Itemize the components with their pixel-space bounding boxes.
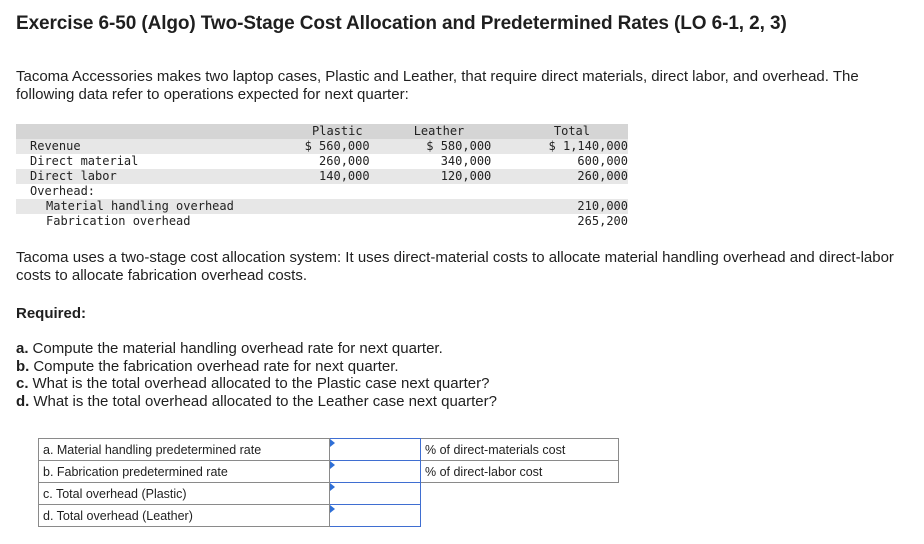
leather-value: 340,000 — [440, 154, 492, 168]
total-overhead-plastic-input[interactable] — [334, 484, 416, 504]
answer-row-c — [39, 483, 619, 505]
leather-value: 120,000 — [370, 169, 492, 184]
header-total: Total — [491, 124, 628, 139]
total-value: $ 1,140,000 — [491, 139, 628, 154]
intro-paragraph: Tacoma Accessories makes two laptop cases, Plastic and Leather, that require direct materials, direct labor, and overhead. The following data refer to operations expected for next quarter: — [16, 68, 859, 103]
data-table-header-row — [16, 124, 628, 139]
item-letter: a. — [16, 340, 29, 357]
plastic-value — [283, 184, 370, 199]
fabrication-rate-input[interactable] — [334, 462, 416, 482]
row-label: Direct material — [30, 154, 139, 168]
answer-unit-blank — [421, 483, 619, 505]
required-heading: Required: — [16, 305, 87, 322]
row-label: Revenue — [16, 139, 283, 154]
required-item-c — [16, 375, 497, 393]
answer-unit: % of direct-labor cost — [421, 461, 619, 483]
answer-label: a. Material handling predetermined rate — [39, 439, 330, 461]
row-label: Overhead: — [30, 184, 96, 198]
answer-row-b — [39, 461, 619, 483]
material-handling-rate-input[interactable] — [334, 440, 416, 460]
row-label: Direct labor — [16, 169, 283, 184]
plastic-value: 140,000 — [283, 169, 370, 184]
row-label: Fabrication overhead — [46, 214, 191, 228]
answer-cell[interactable] — [330, 483, 421, 505]
answer-cell[interactable] — [330, 505, 421, 527]
answer-cell[interactable] — [330, 439, 421, 461]
row-direct-labor — [16, 169, 628, 184]
leather-value — [370, 214, 492, 229]
item-letter: b. — [16, 357, 30, 375]
input-marker-icon — [330, 461, 335, 469]
answer-unit-blank — [421, 505, 619, 527]
total-value: 600,000 — [577, 154, 628, 168]
answer-label: c. Total overhead (Plastic) — [39, 483, 330, 505]
item-text: What is the total overhead allocated to the Plastic case next quarter? — [32, 375, 490, 392]
answer-row-a — [39, 439, 619, 461]
leather-value — [370, 184, 492, 199]
required-item-a — [16, 340, 497, 358]
total-value — [491, 184, 628, 199]
input-marker-icon — [330, 439, 335, 447]
total-value: 265,200 — [577, 214, 628, 228]
input-marker-icon — [330, 483, 335, 491]
row-direct-material — [16, 154, 628, 169]
plastic-value: $ 560,000 — [283, 139, 370, 154]
row-overhead — [16, 184, 628, 199]
plastic-value: 260,000 — [319, 154, 370, 168]
item-letter: c. — [16, 375, 29, 392]
leather-value: $ 580,000 — [370, 139, 492, 154]
row-label: Material handling overhead — [16, 199, 283, 214]
total-value: 260,000 — [491, 169, 628, 184]
header-plastic: Plastic — [283, 124, 370, 139]
answer-table — [38, 438, 619, 527]
item-text: Compute the fabrication overhead rate for next quarter. — [33, 357, 399, 375]
required-item-b — [16, 358, 497, 376]
header-blank — [16, 124, 283, 139]
answer-unit: % of direct-materials cost — [421, 439, 619, 461]
allocation-description: Tacoma uses a two-stage cost allocation system: It uses direct-material costs to allocate material handling overhead and direct-labor costs to allocate fabrication overhead costs. — [16, 249, 894, 284]
required-list — [16, 340, 497, 410]
total-overhead-leather-input[interactable] — [334, 506, 416, 526]
item-letter: d. — [16, 392, 30, 410]
total-value: 210,000 — [491, 199, 628, 214]
item-text: What is the total overhead allocated to the Leather case next quarter? — [33, 392, 497, 410]
answer-cell[interactable] — [330, 461, 421, 483]
answer-label: b. Fabrication predetermined rate — [39, 461, 330, 483]
answer-label: d. Total overhead (Leather) — [39, 505, 330, 527]
exercise-title: Exercise 6-50 (Algo) Two-Stage Cost Allocation and Predetermined Rates (LO 6-1, 2, 3) — [16, 13, 787, 34]
item-text: Compute the material handling overhead rate for next quarter. — [32, 340, 443, 357]
answer-row-d — [39, 505, 619, 527]
row-material-handling-overhead — [16, 199, 628, 214]
plastic-value — [283, 214, 370, 229]
operations-data-table — [16, 124, 628, 229]
leather-value — [370, 199, 492, 214]
row-fabrication-overhead — [16, 214, 628, 229]
header-leather: Leather — [370, 124, 492, 139]
plastic-value — [283, 199, 370, 214]
input-marker-icon — [330, 505, 335, 513]
row-revenue — [16, 139, 628, 154]
required-item-d — [16, 393, 497, 411]
